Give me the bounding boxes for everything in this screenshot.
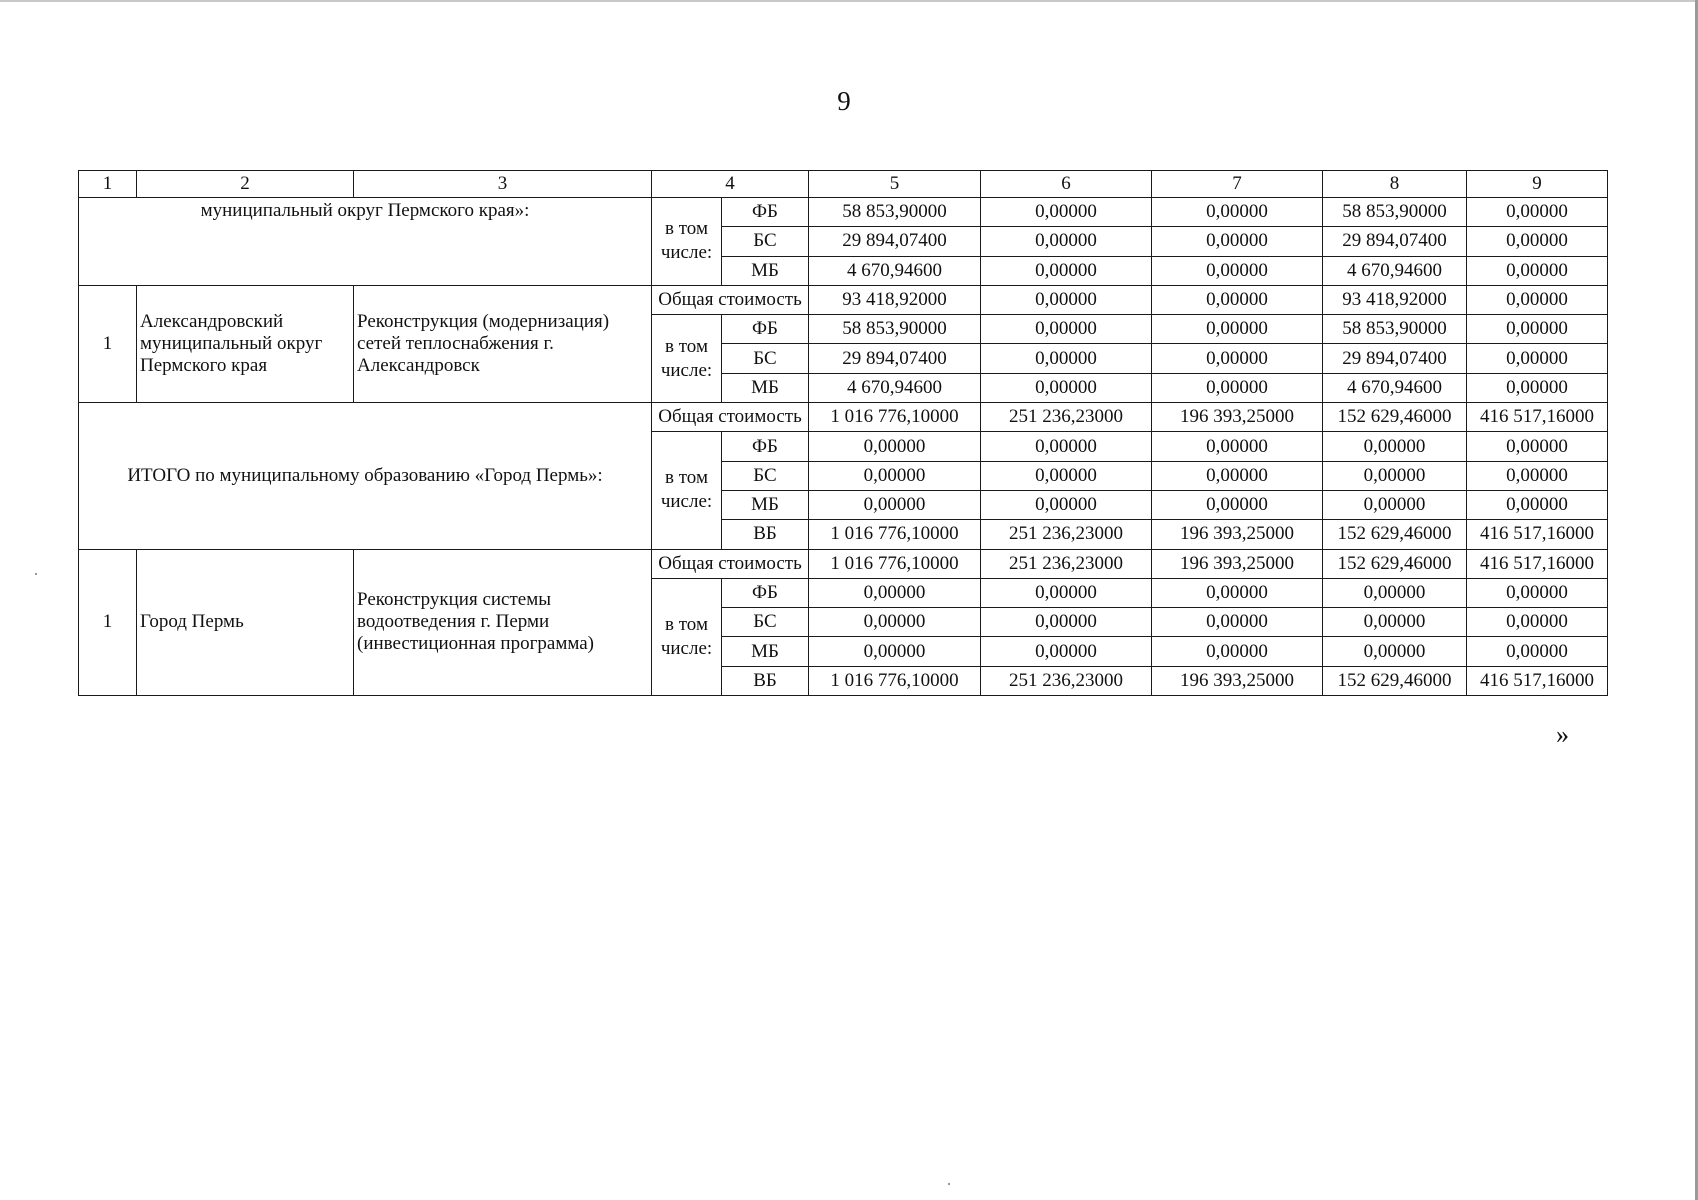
project-cell: Реконструкция (модернизация) сетей теплоснабжения г. Александровск	[354, 285, 652, 402]
value-cell: 58 853,90000	[809, 198, 981, 227]
value-cell: 0,00000	[1467, 198, 1608, 227]
value-cell: 416 517,16000	[1467, 666, 1608, 695]
including-label: в том числе:	[652, 315, 722, 403]
value-cell: 58 853,90000	[809, 315, 981, 344]
value-cell: 0,00000	[1152, 344, 1323, 373]
value-cell: 4 670,94600	[809, 373, 981, 402]
value-cell: 1 016 776,10000	[809, 403, 981, 432]
value-cell: 29 894,07400	[1323, 344, 1467, 373]
value-cell: 0,00000	[1467, 285, 1608, 314]
value-cell: 58 853,90000	[1323, 315, 1467, 344]
fund-label: МБ	[722, 373, 809, 402]
value-cell: 0,00000	[981, 490, 1152, 519]
municipality-cell: Александровский муниципальный округ Пермского края	[137, 285, 354, 402]
value-cell: 0,00000	[1467, 227, 1608, 256]
value-cell: 0,00000	[1152, 198, 1323, 227]
value-cell: 0,00000	[1152, 608, 1323, 637]
fund-label: ВБ	[722, 520, 809, 549]
value-cell: 0,00000	[809, 490, 981, 519]
header-row	[79, 171, 1608, 198]
municipality-cell: Город Пермь	[137, 549, 354, 695]
value-cell: 1 016 776,10000	[809, 549, 981, 578]
value-cell: 0,00000	[981, 637, 1152, 666]
value-cell: 251 236,23000	[981, 666, 1152, 695]
value-cell: 0,00000	[1467, 490, 1608, 519]
value-cell: 251 236,23000	[981, 520, 1152, 549]
fund-label: БС	[722, 344, 809, 373]
header-cell: 2	[137, 171, 354, 198]
fund-label: БС	[722, 461, 809, 490]
value-cell: 0,00000	[1467, 608, 1608, 637]
value-cell: 0,00000	[809, 578, 981, 607]
value-cell: 4 670,94600	[1323, 256, 1467, 285]
value-cell: 0,00000	[1467, 578, 1608, 607]
page-edge	[0, 0, 1698, 2]
total-cost-label: Общая стоимость	[652, 549, 809, 578]
value-cell: 0,00000	[1152, 315, 1323, 344]
value-cell: 0,00000	[981, 198, 1152, 227]
fund-label: ФБ	[722, 198, 809, 227]
value-cell: 0,00000	[981, 256, 1152, 285]
header-cell: 4	[652, 171, 809, 198]
header-cell: 1	[79, 171, 137, 198]
value-cell: 0,00000	[1152, 461, 1323, 490]
total-cost-label: Общая стоимость	[652, 285, 809, 314]
fund-label: МБ	[722, 490, 809, 519]
value-cell: 0,00000	[981, 285, 1152, 314]
header-cell: 5	[809, 171, 981, 198]
value-cell: 0,00000	[1323, 578, 1467, 607]
value-cell: 0,00000	[1152, 637, 1323, 666]
fund-label: ФБ	[722, 315, 809, 344]
value-cell: 4 670,94600	[809, 256, 981, 285]
table-row	[79, 198, 1608, 227]
value-cell: 0,00000	[1323, 637, 1467, 666]
value-cell: 196 393,25000	[1152, 403, 1323, 432]
header-cell: 6	[981, 171, 1152, 198]
closing-quote-mark: »	[1556, 720, 1569, 749]
value-cell: 29 894,07400	[1323, 227, 1467, 256]
value-cell: 0,00000	[981, 461, 1152, 490]
fund-label: ФБ	[722, 578, 809, 607]
fund-label: ВБ	[722, 666, 809, 695]
value-cell: 0,00000	[809, 637, 981, 666]
value-cell: 0,00000	[1323, 432, 1467, 461]
value-cell: 58 853,90000	[1323, 198, 1467, 227]
value-cell: 416 517,16000	[1467, 549, 1608, 578]
total-cost-label: Общая стоимость	[652, 403, 809, 432]
fund-label: БС	[722, 608, 809, 637]
value-cell: 0,00000	[981, 315, 1152, 344]
financing-table	[78, 170, 1608, 696]
value-cell: 4 670,94600	[1323, 373, 1467, 402]
value-cell: 0,00000	[981, 373, 1152, 402]
value-cell: 152 629,46000	[1323, 520, 1467, 549]
value-cell: 0,00000	[1467, 344, 1608, 373]
value-cell: 0,00000	[809, 608, 981, 637]
value-cell: 0,00000	[981, 608, 1152, 637]
value-cell: 196 393,25000	[1152, 549, 1323, 578]
table-row	[79, 403, 1608, 432]
value-cell: 152 629,46000	[1323, 666, 1467, 695]
fund-label: МБ	[722, 637, 809, 666]
value-cell: 0,00000	[1152, 256, 1323, 285]
scan-speck	[948, 1183, 950, 1185]
including-label: в том числе:	[652, 578, 722, 695]
value-cell: 0,00000	[1467, 373, 1608, 402]
value-cell: 196 393,25000	[1152, 520, 1323, 549]
fund-label: МБ	[722, 256, 809, 285]
value-cell: 0,00000	[1467, 256, 1608, 285]
including-label: в том числе:	[652, 198, 722, 286]
including-label: в том числе:	[652, 432, 722, 549]
value-cell: 0,00000	[1323, 608, 1467, 637]
section-title: муниципальный округ Пермского края»:	[79, 198, 652, 286]
value-cell: 0,00000	[981, 432, 1152, 461]
value-cell: 0,00000	[981, 578, 1152, 607]
value-cell: 1 016 776,10000	[809, 520, 981, 549]
value-cell: 0,00000	[1467, 432, 1608, 461]
value-cell: 0,00000	[1323, 490, 1467, 519]
scan-speck	[35, 573, 37, 575]
header-cell: 8	[1323, 171, 1467, 198]
value-cell: 0,00000	[809, 461, 981, 490]
row-number: 1	[79, 285, 137, 402]
value-cell: 0,00000	[809, 432, 981, 461]
value-cell: 0,00000	[1152, 578, 1323, 607]
value-cell: 0,00000	[1467, 315, 1608, 344]
table-row	[79, 549, 1608, 578]
value-cell: 1 016 776,10000	[809, 666, 981, 695]
value-cell: 416 517,16000	[1467, 520, 1608, 549]
header-cell: 9	[1467, 171, 1608, 198]
header-cell: 3	[354, 171, 652, 198]
page-number: 9	[837, 86, 851, 116]
value-cell: 0,00000	[1152, 490, 1323, 519]
value-cell: 29 894,07400	[809, 227, 981, 256]
value-cell: 0,00000	[1467, 637, 1608, 666]
value-cell: 29 894,07400	[809, 344, 981, 373]
table-row	[79, 285, 1608, 314]
value-cell: 0,00000	[981, 344, 1152, 373]
value-cell: 251 236,23000	[981, 549, 1152, 578]
value-cell: 416 517,16000	[1467, 403, 1608, 432]
fund-label: БС	[722, 227, 809, 256]
value-cell: 0,00000	[1152, 227, 1323, 256]
value-cell: 152 629,46000	[1323, 549, 1467, 578]
value-cell: 93 418,92000	[809, 285, 981, 314]
section-title: ИТОГО по муниципальному образованию «Город Пермь»:	[79, 403, 652, 549]
header-cell: 7	[1152, 171, 1323, 198]
value-cell: 93 418,92000	[1323, 285, 1467, 314]
value-cell: 0,00000	[1467, 461, 1608, 490]
project-cell: Реконструкция системы водоотведения г. Перми (инвестиционная программа)	[354, 549, 652, 695]
value-cell: 0,00000	[981, 227, 1152, 256]
value-cell: 0,00000	[1152, 432, 1323, 461]
value-cell: 196 393,25000	[1152, 666, 1323, 695]
row-number: 1	[79, 549, 137, 695]
value-cell: 0,00000	[1323, 461, 1467, 490]
value-cell: 0,00000	[1152, 373, 1323, 402]
value-cell: 152 629,46000	[1323, 403, 1467, 432]
fund-label: ФБ	[722, 432, 809, 461]
value-cell: 251 236,23000	[981, 403, 1152, 432]
value-cell: 0,00000	[1152, 285, 1323, 314]
